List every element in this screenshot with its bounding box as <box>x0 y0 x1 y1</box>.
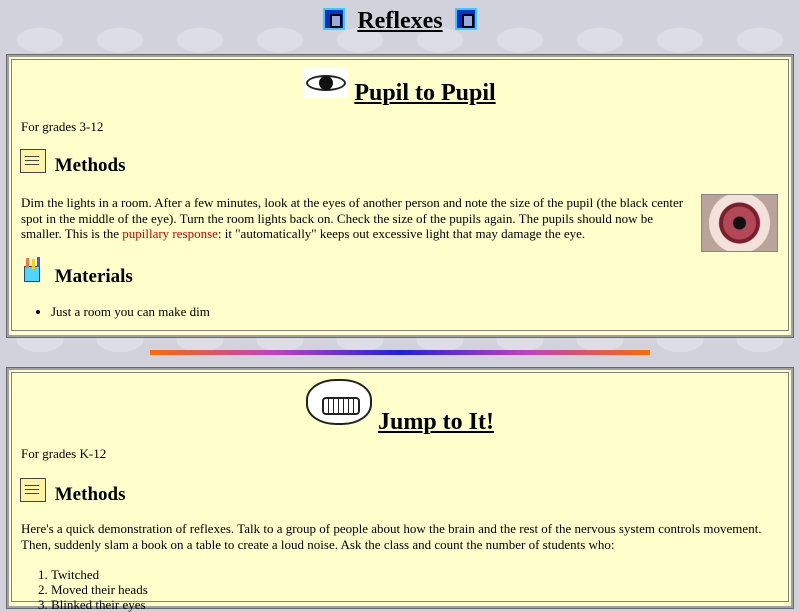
steps-list <box>21 567 148 612</box>
grades-label: For grades K-12 <box>21 446 107 461</box>
pencil-cup-icon <box>20 258 46 284</box>
methods-heading-text: Methods <box>54 484 126 505</box>
section-divider <box>150 350 650 355</box>
methods-heading <box>20 478 125 507</box>
notepad-icon <box>20 149 46 173</box>
eye-icon <box>304 68 348 98</box>
eye-closeup-photo <box>701 194 778 252</box>
list-item: 3. Blinked their eyes <box>51 597 148 612</box>
activity-title-text: Jump to It! <box>377 409 494 435</box>
page-title <box>0 5 800 37</box>
grades-label: For grades 3-12 <box>21 119 104 134</box>
screaming-face-icon <box>306 379 372 425</box>
list-item: 2. Moved their heads <box>51 582 148 597</box>
activity-card-jump <box>7 368 793 612</box>
methods-heading <box>20 149 125 178</box>
materials-list <box>21 304 210 319</box>
activity-title-text: Pupil to Pupil <box>354 80 496 106</box>
materials-heading-text: Materials <box>54 266 133 287</box>
methods-heading-text: Methods <box>54 155 126 176</box>
activity-card-pupil <box>7 55 793 337</box>
nav-left-icon[interactable] <box>323 8 345 30</box>
methods-text-2: : it "automatically" keeps out excessive light that may damage the eye. <box>217 226 586 241</box>
page-title-text: Reflexes <box>357 8 443 34</box>
list-item: • Just a room you can make dim <box>51 304 210 319</box>
pupillary-response-link[interactable]: pupillary response <box>122 226 218 241</box>
nav-right-icon[interactable] <box>455 8 477 30</box>
methods-paragraph <box>21 195 696 242</box>
notepad-icon <box>20 478 46 502</box>
activity-title <box>12 68 788 108</box>
activity-title <box>12 379 788 437</box>
methods-paragraph: Here's a quick demonstration of reflexes. Talk to a group of people about how the brain and the rest of the nervous system controls movement. Then, suddenly slam a book on a table to create a loud noise. Ask the class and count the number of students who: <box>21 521 762 552</box>
materials-heading <box>20 258 133 289</box>
list-item: 1. Twitched <box>51 567 148 582</box>
methods-text-1: Dim the lights in a room. After a few minutes, look at the eyes of another person and note the size of the pupil (the black center spot in the middle of the eye). Turn the room lights back on. Check the size of the pupils again. The pupils should now be smaller. This is the <box>21 195 684 241</box>
